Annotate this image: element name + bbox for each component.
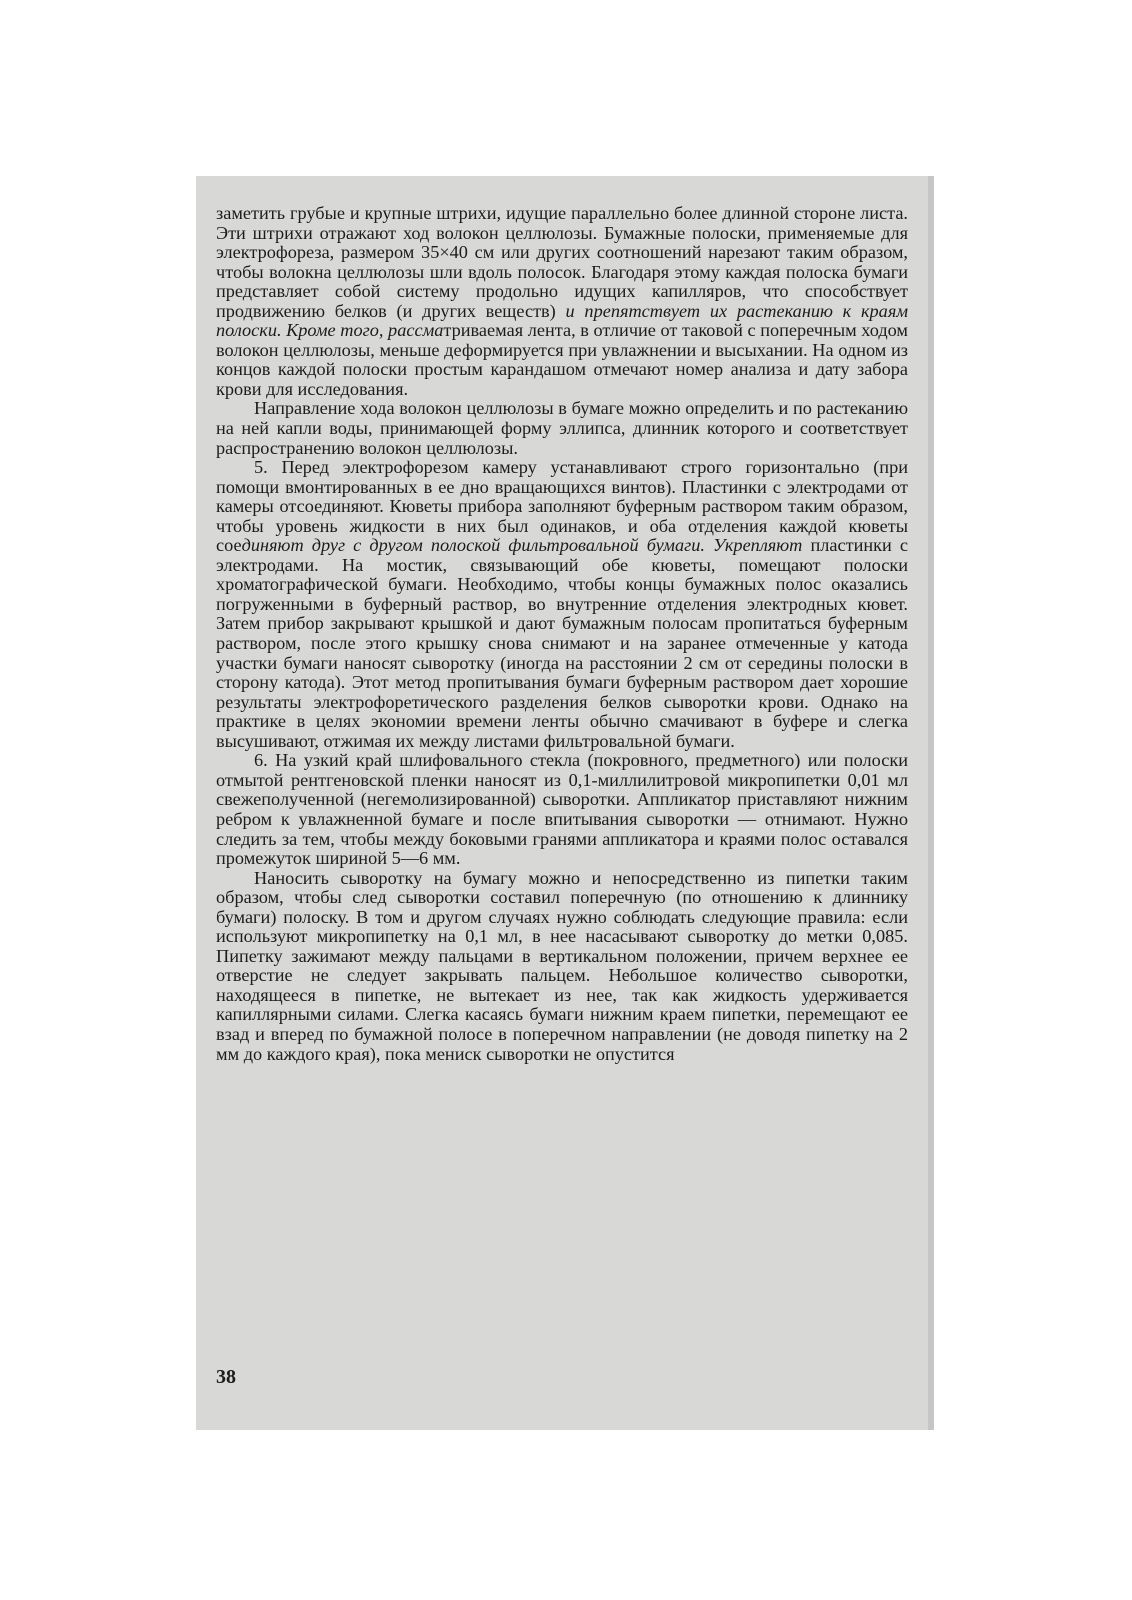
paragraph-1-text: заметить грубые и крупные штрихи, идущие параллельно более длинной стороне листа. Эти штрихи отражают ход волокон целлюлозы. Бумажные полоски, применяемые для электрофореза, размером 35×40 см или других соотношений нарезают таким образом, чтобы волокна целлюлозы шли вдоль полосок. Благодаря этому каждая полоска бумаги представляет собой систему продольно идущих капилляров, что способствует продвижению белков (и других веществ) [216, 203, 908, 321]
paragraph-2-text: Направление хода волокон целлюлозы в бумаге можно определить и по растеканию на ней капли воды, принимающей форму эллипса, длинник которого и соответствует распространению волокон целлюлозы. [216, 398, 908, 458]
paragraph-1 [216, 204, 908, 399]
page-body [216, 204, 908, 1064]
paragraph-2 [216, 399, 908, 458]
paragraph-4 [216, 751, 908, 868]
paragraph-3-text: 5. Перед электрофорезом камеру устанавливают строго горизонтально (при помощи вмонтированных в ее дно вращающихся винтов). Пластинки с электродами от камеры отсоединяют. Кюветы прибора заполняют буферным раствором таким образом, чтобы уровень жидкости в них был одинаков, и оба отделения каждой кюветы сое [216, 457, 908, 556]
paragraph-1-italic: и препятствует их растеканию к краям полоски. Кроме того, рассма [216, 300, 908, 341]
paragraph-3 [216, 458, 908, 751]
paragraph-3-text-cont: пластинки с электродами. На мостик, связывающий обе кюветы, помещают полоски хроматографической бумаги. Необходимо, чтобы концы бумажных полос оказались погруженными в буферный раствор, во внутренние отделения электродных кювет. Затем прибор закрывают крышкой и дают бумажным полосам пропитаться буферным раствором, после этого крышку снова снимают и на заранее отмеченные у катода участки бумаги наносят сыворотку (иногда на расстоянии 2 см от середины полоски в сторону катода). Этот метод пропитывания бумаги буферным раствором дает хорошие результаты электрофоретического разделения белков сыворотки крови. Однако на практике в целях экономии времени ленты обычно смачивают в буфере и слегка высушивают, отжимая их между листами фильтровальной бумаги. [216, 535, 908, 751]
book-page [196, 176, 934, 1430]
paragraph-1-text-cont: триваемая лента, в отличие от таковой с поперечным ходом волокон целлюлозы, меньше деформируется при увлажнении и высыхании. На одном из концов каждой полоски простым карандашом отмечают номер анализа и дату забора крови для исследования. [216, 320, 908, 399]
paragraph-5 [216, 869, 908, 1064]
paragraph-3-italic: диняют друг с другом полоской фильтровальной бумаги. Укрепляют [241, 535, 803, 556]
paragraph-5-text: Наносить сыворотку на бумагу можно и непосредственно из пипетки таким образом, чтобы след сыворотки составил поперечную (по отношению к длиннику бумаги) полоску. В том и другом случаях нужно соблюдать следующие правила: если используют микропипетку на 0,1 мл, в нее насасывают сыворотку до метки 0,085. Пипетку зажимают между пальцами в вертикальном положении, причем верхнее ее отверстие не следует закрывать пальцем. Небольшое количество сыворотки, находящееся в пипетке, не вытекает из нее, так как жидкость удерживается капиллярными силами. Слегка касаясь бумаги нижним краем пипетки, перемещают ее взад и вперед по бумажной полосе в поперечном направлении (не доводя пипетку на 2 мм до каждого края), пока мениск сыворотки не опустится [216, 867, 908, 1064]
paragraph-4-text: 6. На узкий край шлифовального стекла (покровного, предметного) или полоски отмытой рентгеновской пленки наносят из 0,1-миллилитровой микропипетки 0,01 мл свежеполученной (негемолизированной) сыворотки. Аппликатор приставляют нижним ребром к увлажненной бумаге и после впитывания сыворотки — отнимают. Нужно следить за тем, чтобы между боковыми гранями аппликатора и краями полос оставался промежуток шириной 5—6 мм. [216, 750, 908, 869]
page-number: 38 [216, 1366, 236, 1388]
